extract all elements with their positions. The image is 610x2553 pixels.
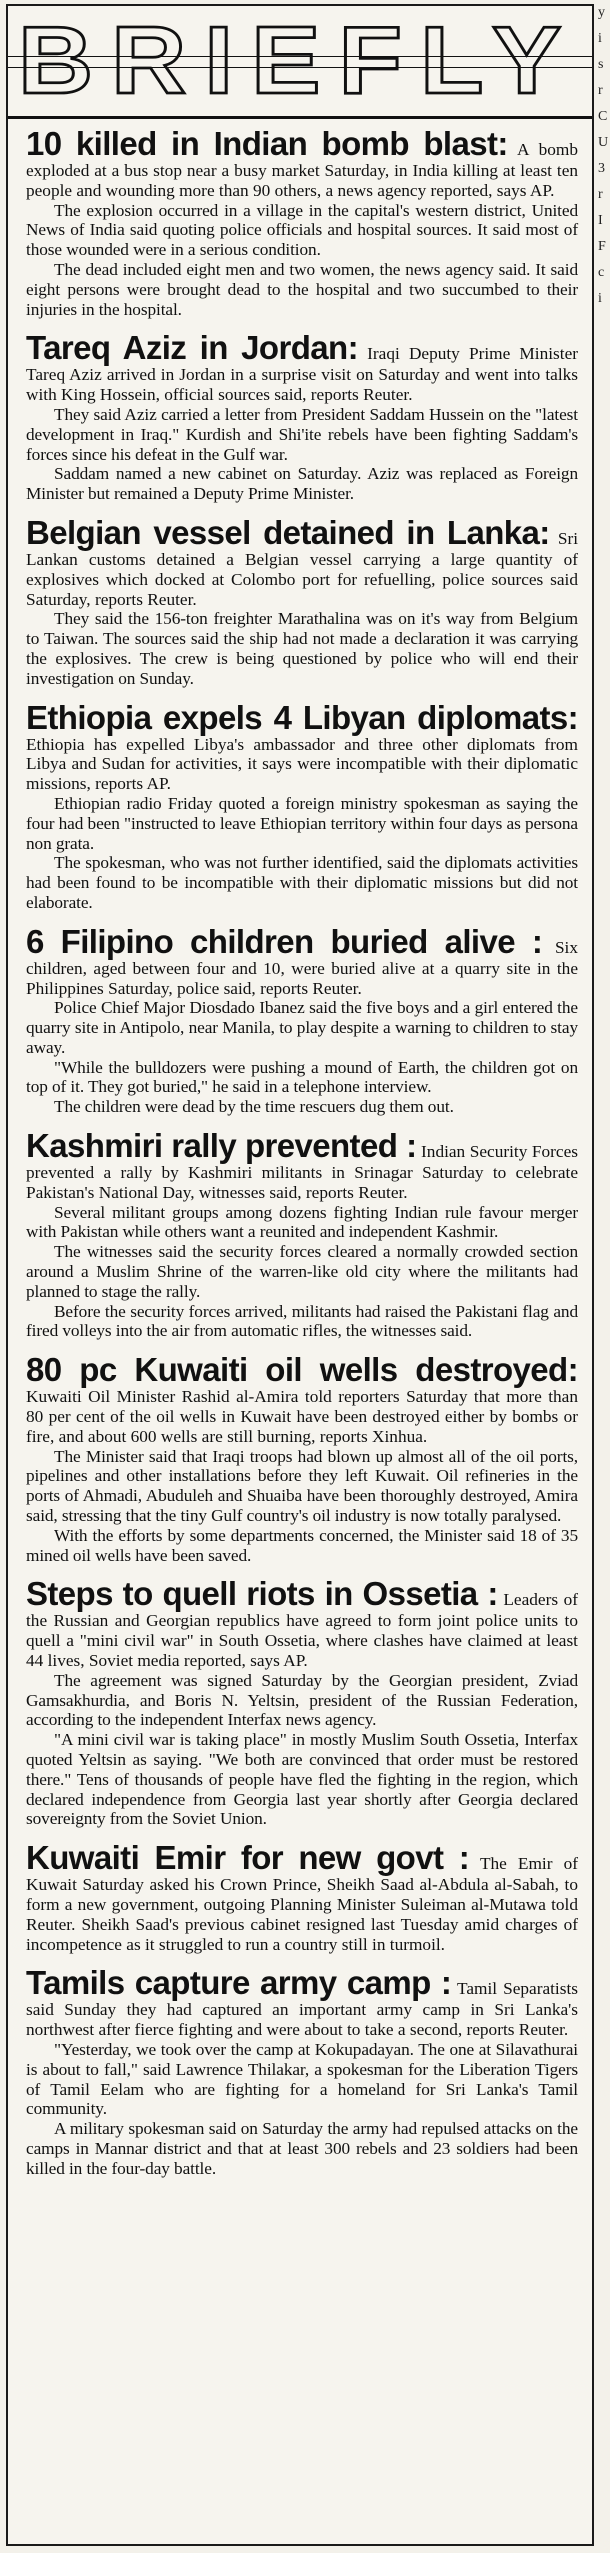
- brief-lead-text: Iraqi Deputy Prime Minister Tareq Aziz arrived in Jordan in a surprise visit on Saturday and went into talks with King Hossein, official sources said, reports Reuter.: [26, 344, 578, 405]
- brief-paragraph: "A mini civil war is taking place" in mostly Muslim South Ossetia, Interfax quoted Yeltsin as saying. "We both are convinced that order must be restored there." Tens of thousands of people have fled the fighting in the region, which declared independence from Georgia last year shortly after Georgia declared sovereignty from the Soviet Union.: [26, 1730, 578, 1829]
- brief-paragraph: The witnesses said the security forces cleared a normally crowded section around a Muslim Shrine of the warren-like old city where the militants had planned to stage the rally.: [26, 1242, 578, 1301]
- brief-lead-paragraph: [26, 698, 578, 794]
- brief-lead-paragraph: [26, 127, 578, 201]
- brief-lead-text: Sri Lankan customs detained a Belgian vessel carrying a large quantity of explosives which docked at Colombo port for refuelling, police sources said Saturday, reports Reuter.: [26, 528, 578, 609]
- brief-lead-text: Six children, aged between four and 10, were buried alive at a quarry site in the Philippines Saturday, police said, reports Reuter.: [26, 937, 578, 998]
- brief-lead-paragraph: [26, 922, 578, 999]
- news-brief: [26, 1353, 578, 1565]
- brief-headline: Steps to quell riots in Ossetia :: [26, 1575, 498, 1613]
- brief-lead-text: Ethiopia has expelled Libya's ambassador and three other diplomats from Libya and Sudan for activities, it says were incompatible with their diplomatic missions, reports AP.: [26, 734, 578, 794]
- brief-paragraph: They said the 156-ton freighter Marathalina was on it's way from Belgium to Taiwan. The sources said the ship had not made a declaration it was carrying the explosives. The crew is being questioned by police who will end their investigation on Sunday.: [26, 609, 578, 688]
- brief-lead-paragraph: [26, 513, 578, 609]
- news-brief: [26, 331, 578, 504]
- briefly-column: [6, 4, 594, 2546]
- brief-headline: Ethiopia expels 4 Libyan diplomats:: [26, 698, 578, 736]
- brief-headline: Tareq Aziz in Jordan:: [26, 329, 358, 367]
- brief-paragraph: The explosion occurred in a village in the capital's western district, United News of India said quoting police officials and hospital sources. It said most of those wounded were in a serious condition.: [26, 200, 578, 260]
- news-brief: [26, 127, 578, 319]
- brief-paragraph: "While the bulldozers were pushing a mound of Earth, the children got on top of it. They got buried," he said in a telephone interview.: [26, 1057, 578, 1097]
- news-brief: [26, 513, 578, 689]
- brief-lead-text: Tamil Separatists said Sunday they had captured an important army camp in Sri Lanka's northwest after fierce fighting and were about to take a second, reports Reuter.: [26, 1979, 578, 2040]
- brief-lead-text: The Emir of Kuwait Saturday asked his Crown Prince, Sheikh Saad al-Abdula al-Sabah, to form a new government, outgoing Planning Minister Suleiman al-Mutawa told Reuter. Sheikh Saad's previous cabinet resigned last Tuesday amid charges of incompetence as it struggled to run a country still in turmoil.: [26, 1854, 578, 1954]
- masthead-title: BRIEFLY: [18, 7, 580, 115]
- brief-lead-text: Kuwaiti Oil Minister Rashid al-Amira told reporters Saturday that more than 80 per cent of the oil wells in Kuwait have been destroyed either by bombs or fire, and about 600 wells are still burning, reports Xinhua.: [26, 1387, 578, 1446]
- brief-paragraph: They said Aziz carried a letter from President Saddam Hussein on the "latest development in Iraq." Kurdish and Shi'ite rebels have been fighting Saddam's forces since his defeat in the Gulf war.: [26, 404, 578, 464]
- margin-fragment-letter: r: [598, 187, 603, 202]
- margin-fragment-letter: 3: [598, 161, 605, 176]
- brief-lead-paragraph: [26, 1841, 578, 1954]
- brief-headline: 6 Filipino children buried alive :: [26, 922, 543, 960]
- margin-fragment-letter: U: [598, 135, 609, 150]
- news-brief: [26, 922, 578, 1117]
- news-brief: [26, 1841, 578, 1954]
- brief-headline: Kashmiri rally prevented :: [26, 1127, 417, 1165]
- margin-fragment-letter: F: [598, 239, 606, 254]
- brief-headline: 80 pc Kuwaiti oil wells destroyed:: [26, 1351, 578, 1389]
- margin-fragment-letter: r: [598, 83, 603, 98]
- masthead: [8, 6, 592, 119]
- brief-headline: Tamils capture army camp :: [26, 1964, 452, 2002]
- margin-fragment-letter: i: [598, 31, 602, 46]
- brief-paragraph: Saddam named a new cabinet on Saturday. Aziz was replaced as Foreign Minister but remained a Deputy Prime Minister.: [26, 464, 578, 504]
- margin-fragment-letter: s: [598, 57, 604, 72]
- brief-paragraph: Before the security forces arrived, militants had raised the Pakistani flag and fired volleys into the air from automatic rifles, the witnesses said.: [26, 1301, 578, 1341]
- brief-lead-paragraph: [26, 1129, 578, 1203]
- margin-fragment-letter: y: [598, 5, 605, 20]
- brief-paragraph: The spokesman, who was not further identified, said the diplomats activities had been found to be incompatible with their diplomatic missions but did not elaborate.: [26, 853, 578, 912]
- brief-paragraph: Police Chief Major Diosdado Ibanez said the five boys and a girl entered the quarry site in Antipolo, near Manila, to play despite a warning to children to stay away.: [26, 998, 578, 1057]
- brief-headline: Kuwaiti Emir for new govt :: [26, 1839, 470, 1877]
- brief-lead-paragraph: [26, 1577, 578, 1670]
- articles-list: [8, 119, 592, 2179]
- margin-fragment-letter: c: [598, 265, 605, 280]
- brief-paragraph: Ethiopian radio Friday quoted a foreign ministry spokesman as saying the four had been "instructed to leave Ethiopian territory within four days as persona non grata.: [26, 793, 578, 853]
- brief-lead-text: A bomb exploded at a bus stop near a busy market Saturday, in India killing at least ten people and wounding more than 90 others, a news agency reported, says AP.: [26, 140, 579, 200]
- brief-paragraph: "Yesterday, we took over the camp at Kokupadayan. The one at Silavathurai is about to fall," said Lawrence Thilakar, a spokesman for the Liberation Tigers of Tamil Eelam who are fighting for a homeland for Sri Lanka's Tamil community.: [26, 2039, 578, 2119]
- adjacent-column-fragment: [598, 0, 610, 330]
- news-brief: [26, 698, 578, 913]
- news-brief: [26, 1577, 578, 1829]
- brief-paragraph: The Minister said that Iraqi troops had blown up almost all of the oil ports, pipelines and other installations before they left Kuwait. Oil refineries in the ports of Ahmadi, Abuduleh and Shuaiba have been thoroughly destroyed, Amira said, stressing that the tiny Gulf country's oil industry is now totally paralysed.: [26, 1446, 578, 1526]
- brief-lead-paragraph: [26, 1966, 578, 2040]
- brief-headline: 10 killed in Indian bomb blast:: [26, 125, 508, 162]
- brief-paragraph: Several militant groups among dozens fighting Indian rule favour merger with Pakistan while others want a reunited and independent Kashmir.: [26, 1202, 578, 1242]
- news-brief: [26, 1129, 578, 1341]
- brief-lead-text: Leaders of the Russian and Georgian republics have agreed to form joint police units to quell a "mini civil war" in South Ossetia, where clashes have claimed at least 44 lives, Soviet media reported, says AP.: [26, 1590, 579, 1671]
- brief-paragraph: The agreement was signed Saturday by the Georgian president, Zviad Gamsakhurdia, and Boris N. Yeltsin, president of the Russian Federation, according to the independent Interfax news agency.: [26, 1670, 578, 1730]
- brief-paragraph: A military spokesman said on Saturday the army had repulsed attacks on the camps in Mannar district and that at least 300 rebels and 23 soldiers had been killed in the four-day battle.: [26, 2119, 578, 2178]
- brief-lead-paragraph: [26, 1353, 578, 1446]
- brief-headline: Belgian vessel detained in Lanka:: [26, 513, 550, 551]
- news-brief: [26, 1966, 578, 2178]
- brief-paragraph: The children were dead by the time rescuers dug them out.: [54, 1097, 454, 1117]
- margin-fragment-letter: i: [598, 291, 602, 306]
- brief-paragraph: The dead included eight men and two women, the news agency said. It said eight persons were brought dead to the hospital and two succumbed to their injuries in the hospital.: [26, 259, 578, 319]
- brief-paragraph: With the efforts by some departments concerned, the Minister said 18 of 35 mined oil wells have been saved.: [26, 1525, 578, 1565]
- brief-lead-paragraph: [26, 331, 578, 405]
- margin-fragment-letter: C: [598, 109, 608, 124]
- margin-fragment-letter: I: [598, 213, 603, 228]
- brief-lead-text: Indian Security Forces prevented a rally by Kashmiri militants in Srinagar Saturday to celebrate Pakistan's National Day, witnesses said, reports Reuter.: [26, 1142, 578, 1202]
